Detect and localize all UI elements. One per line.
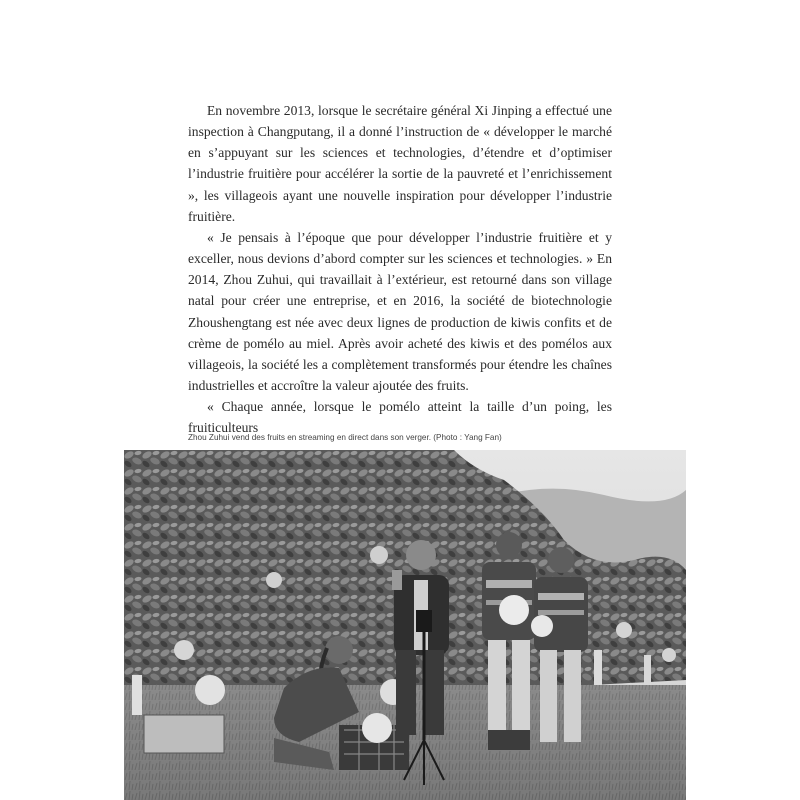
tree-trunk bbox=[594, 650, 602, 685]
article-body bbox=[188, 100, 612, 439]
tree-canopy-left bbox=[124, 450, 354, 680]
pomelo bbox=[662, 648, 676, 662]
pomelo bbox=[174, 640, 194, 660]
paragraph-3: « Chaque année, lorsque le pomélo atteint la taille d’un poing, les fruiticulteurs bbox=[188, 399, 612, 436]
photo-caption: Zhou Zuhui vend des fruits en streaming en direct dans son verger. (Photo : Yang Fan) bbox=[188, 433, 502, 442]
tree-trunk bbox=[132, 675, 142, 715]
orchard-photo bbox=[124, 450, 686, 800]
pomelo bbox=[266, 572, 282, 588]
fruit-box bbox=[144, 715, 224, 753]
pomelo bbox=[499, 595, 529, 625]
pomelo bbox=[362, 713, 392, 743]
pomelo bbox=[616, 622, 632, 638]
paragraph-2: « Je pensais à l’époque que pour développer l’industrie fruitière et y exceller, nous devions d’abord compter sur les sciences et technologies. » En 2014, Zhou Zuhui, qui travaillait à l’extérieur, est retourné dans son village natal pour créer une entreprise, et en 2016, la société de biotechnologie Zhoushengtang est née avec deux lignes de production de kiwis confits et de crème de pomélo au miel. Après avoir acheté des kiwis et des pomélos aux villageois, la société les a complètement transformés pour étendre les chaînes industrielles et accroître la valeur ajoutée des fruits. bbox=[188, 229, 612, 394]
paragraph-1: En novembre 2013, lorsque le secrétaire général Xi Jinping a effectué une inspection à Changputang, il a donné l’instruction de « développer le marché en s’appuyant sur les sciences et technologies, d’étendre et d’optimiser l’industrie fruitière pour accélérer la sortie de la pauvreté et l’enrichissement », les villageois ayant une nouvelle inspiration pour développer l’industrie fruitière. bbox=[188, 103, 612, 224]
pomelo bbox=[195, 675, 225, 705]
pomelo bbox=[370, 546, 388, 564]
pomelo bbox=[531, 615, 553, 637]
orchard-photo-illustration bbox=[124, 450, 686, 800]
tree-trunk bbox=[644, 655, 651, 685]
